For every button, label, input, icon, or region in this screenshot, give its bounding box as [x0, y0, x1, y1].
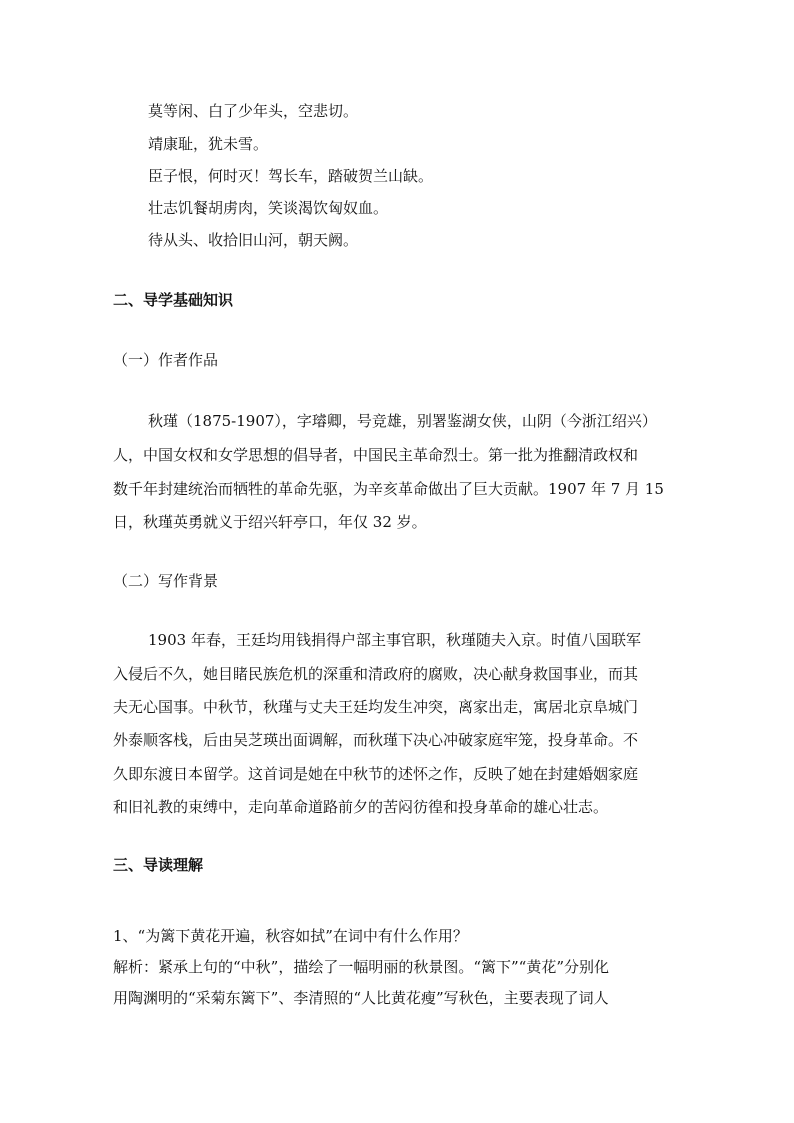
section-heading-2: 二、导学基础知识 — [113, 291, 234, 309]
subsection-title-background: （二）写作背景 — [113, 572, 219, 590]
author-paragraph-line-4: 日，秋瑾英勇就义于绍兴轩亭口，年仅 32 岁。 — [113, 513, 427, 531]
background-paragraph-line-5: 久即东渡日本留学。这首词是她在中秋节的述怀之作，反映了她在封建婚姻家庭 — [113, 765, 639, 783]
answer-line-1: 解析：紧承上句的“中秋”，描绘了一幅明丽的秋景图。“篱下”“黄花”分别化 — [113, 958, 610, 976]
poem-line-5: 待从头、收拾旧山河，朝天阙。 — [148, 231, 359, 249]
author-paragraph-line-3: 数千年封建统治而牺牲的革命先驱，为辛亥革命做出了巨大贡献。1907 年 7 月 15 — [113, 480, 664, 498]
poem-line-2: 靖康耻，犹未雪。 — [148, 135, 269, 153]
author-paragraph-line-2: 人，中国女权和女学思想的倡导者，中国民主革命烈士。第一批为推翻清政权和 — [113, 446, 639, 464]
poem-line-4: 壮志饥餐胡虏肉，笑谈渴饮匈奴血。 — [148, 199, 389, 217]
poem-line-3: 臣子恨，何时灭！驾长车，踏破贺兰山缺。 — [148, 167, 434, 185]
background-paragraph-line-4: 外泰顺客栈，后由吴芝瑛出面调解，而秋瑾下决心冲破家庭牢笼，投身革命。不 — [113, 731, 639, 749]
subsection-title-author: （一）作者作品 — [113, 351, 219, 369]
background-paragraph-line-1: 1903 年春，王廷均用钱捐得户部主事官职，秋瑾随夫入京。时值八国联军 — [148, 631, 641, 649]
background-paragraph-line-2: 入侵后不久，她目睹民族危机的深重和清政府的腐败，决心献身救国事业，而其 — [113, 665, 639, 683]
answer-line-2: 用陶渊明的“采菊东篱下”、李清照的“人比黄花瘦”写秋色，主要表现了词人 — [113, 989, 609, 1007]
question-1: 1、“为篱下黄花开遍，秋容如拭”在词中有什么作用？ — [113, 927, 468, 945]
section-heading-3: 三、导读理解 — [113, 856, 204, 874]
background-paragraph-line-3: 夫无心国事。中秋节，秋瑾与丈夫王廷均发生冲突，离家出走，寓居北京阜城门 — [113, 698, 639, 716]
author-paragraph-line-1: 秋瑾（1875-1907），字璿卿，号竞雄，别署鉴湖女侠，山阴（今浙江绍兴） — [148, 412, 657, 430]
background-paragraph-line-6: 和旧礼教的束缚中，走向革命道路前夕的苦闷彷徨和投身革命的雄心壮志。 — [113, 798, 609, 816]
poem-line-1: 莫等闲、白了少年头，空悲切。 — [148, 102, 359, 120]
